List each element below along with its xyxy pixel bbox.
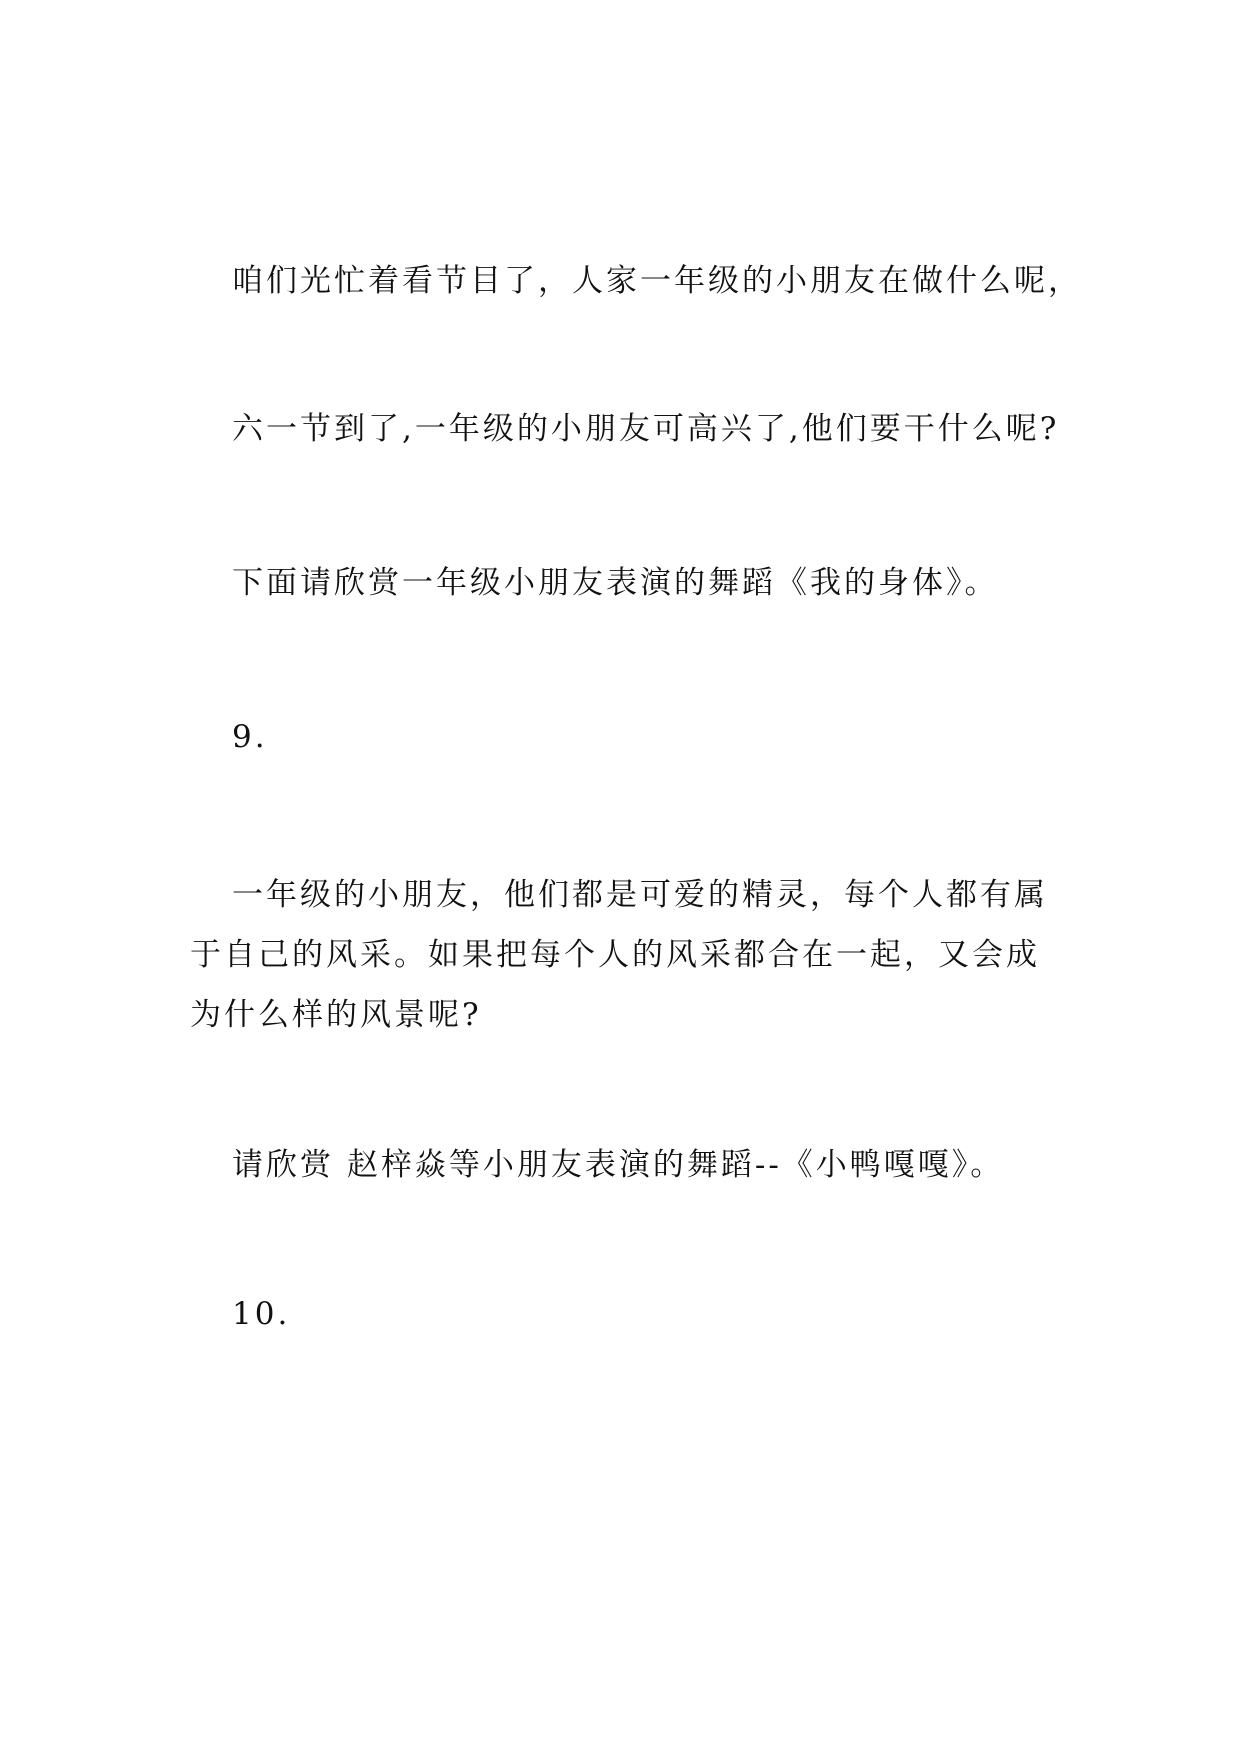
paragraph-2: 六一节到了,一年级的小朋友可高兴了,他们要干什么呢? (232, 411, 1060, 447)
paragraph-6: 请欣赏 赵梓焱等小朋友表演的舞蹈--《小鸭嘎嘎》。 (232, 1147, 1005, 1183)
paragraph-7-number: 10. (232, 1296, 291, 1332)
paragraph-5: 一年级的小朋友，他们都是可爱的精灵，每个人都有属于自己的风采。如果把每个人的风采都合在一起，又会成为什么样的风景呢? (190, 877, 1048, 1033)
paragraph-1: 咱们光忙着看节目了，人家一年级的小朋友在做什么呢， (232, 263, 1082, 299)
paragraph-3: 下面请欣赏一年级小朋友表演的舞蹈《我的身体》。 (232, 565, 999, 601)
paragraph-4-number: 9. (232, 719, 268, 755)
